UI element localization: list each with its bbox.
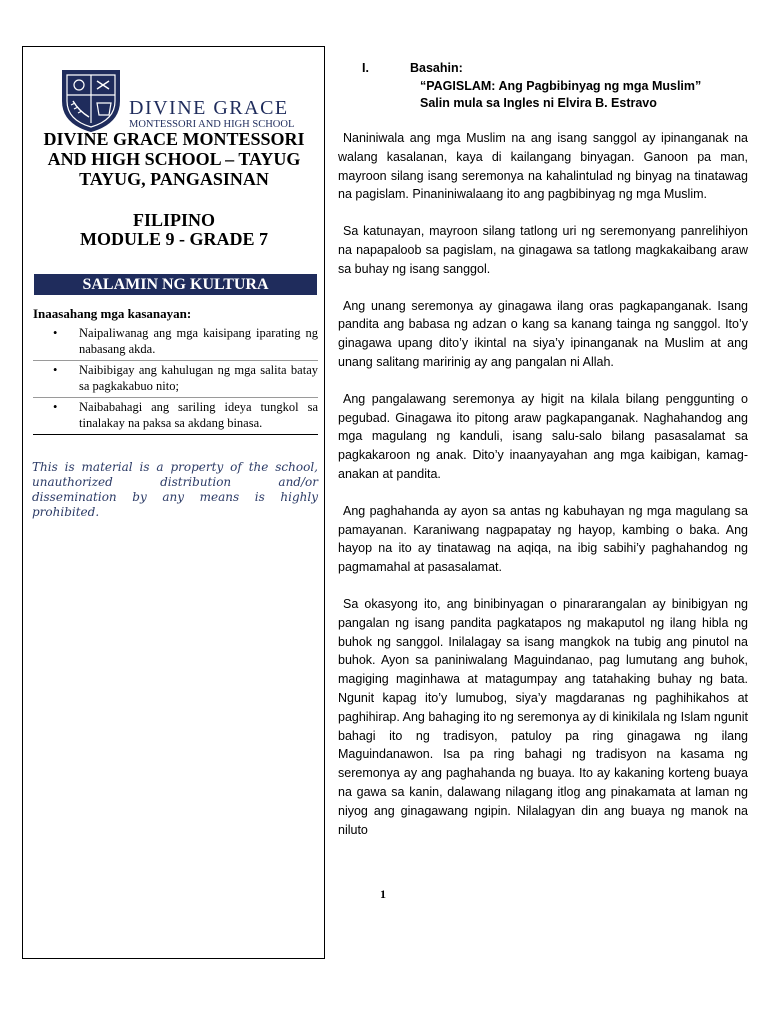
objectives-heading: Inaasahang mga kasanayan:	[33, 306, 192, 321]
objective-text: Naibabahagi ang sariling ideya tungkol sa tinalakay na paksa sa akdang binasa.	[79, 400, 318, 430]
school-name-line: DIVINE GRACE MONTESSORI	[43, 129, 305, 149]
subject-label: FILIPINO	[132, 210, 215, 230]
bullet-icon: •	[53, 400, 58, 414]
section-number: I.	[362, 61, 369, 75]
reading-content	[338, 61, 748, 857]
lesson-banner: SALAMIN NG KULTURA	[34, 274, 317, 295]
paragraph: Naniniwala ang mga Muslim na ang isang sanggol ay ipinanganak na walang kasalanan, kaya di kailangang binyagan. Ganoon pa man, mayroon silang isang seremonya na kahalintulad ng binyag na tinatawag na pagislam. Pinaniniwalaang ito ang pagbibinyag ng mga Muslim.	[338, 131, 748, 202]
page-number: 1	[380, 887, 386, 901]
paragraph: Ang pangalawang seremonya ay higit na kilala bilang penggunting o pegubad. Ginagawa ito pitong araw pagkapanganak. Naghahandog ang mga magulang ng kanduli, isang salu-salo bilang pasasalamat sa pagkakaroon ng anak. Dito’y inaanyayahan ang mga kaibigan, kamag-anakan at pandita.	[338, 391, 748, 481]
module-title	[27, 211, 321, 249]
objective-item	[33, 324, 318, 361]
logo-name: DIVINE GRACE	[129, 97, 289, 119]
section-label: Basahin:	[410, 61, 463, 75]
objective-text: Naipaliwanag ang mga kaisipang iparating ng nabasang akda.	[79, 326, 318, 356]
school-logo	[59, 65, 329, 135]
objective-item	[33, 398, 318, 435]
module-label: MODULE 9 - GRADE 7	[80, 229, 268, 249]
sidebar-panel	[22, 46, 325, 959]
copyright-notice: This is material is a property of the school, unauthorized distribution and/or dissemination by any means is highly prohibited.	[32, 460, 318, 519]
objective-item	[33, 361, 318, 398]
story-title: “PAGISLAM: Ang Pagbibinyag ng mga Muslim”	[420, 79, 702, 93]
bullet-icon: •	[53, 363, 58, 377]
crest-icon	[59, 65, 123, 133]
school-name-line: TAYUG, PANGASINAN	[79, 169, 269, 189]
bullet-icon: •	[53, 326, 58, 340]
objective-text: Naibibigay ang kahulugan ng mga salita batay sa pagkakabuo nito;	[79, 363, 318, 393]
logo-subtitle: MONTESSORI AND HIGH SCHOOL	[129, 119, 295, 130]
objectives-list	[33, 324, 318, 435]
paragraph: Sa okasyong ito, ang binibinyagan o pinararangalan ay binibigyan ng pangalan ng isang pandita pagkatapos ng makaputol ng ilang hibla ng buhok ng sanggol. Inilalagay sa isang mangkok na tubig ang pinutol na buhok. Ayon sa paniniwalang Maguindanao, pag lumutang ang buhok, magiging maginhawa at matagumpay ang tatahaking buhay ng bata. Ngunit kapag ito’y lumubog, siya’y magdaranas ng paghihikahos at paghihirap. Ang bahaging ito ng seremonya ay di kinikilala ng Islam ngunit bahagi ito ng tradisyon, patuloy pa ring ginagawa ng ilang Maguindanawon. Isa pa ring bahagi ng tradisyon na kasama ng seremonya ay ang paghahanda ng buaya. Ito ay kakaning korteng buaya na gawa sa kanin, dalawang nilagang itlog ang pinakamata at laman ng niyog ang ginagawang ngipin. Nilalagyan din ang buaya ng manok na niluto	[338, 596, 748, 837]
story-body	[338, 129, 748, 839]
section-heading	[338, 61, 748, 77]
paragraph: Ang paghahanda ay ayon sa antas ng kabuhayan ng mga magulang sa pamayanan. Karaniwang nagpapatay ng hayop, kambing o baka. Ang hayop na ito ay tinatawag na aqiqa, na ibig sabihi’y paghahandog ng pagmamahal at pasasalamat.	[338, 503, 748, 575]
paragraph: Ang unang seremonya ay ginagawa ilang oras pagkapanganak. Isang pandita ang babasa ng adzan o kang sa kanang tainga ng sanggol. Ito’y ginagawa upang dito’y ikintal na siya’y ipinanganak na Muslim at ang unang salitang maririnig ay ang pangalan ni Allah.	[338, 298, 748, 369]
school-name-line: AND HIGH SCHOOL – TAYUG	[47, 149, 301, 169]
paragraph: Sa katunayan, mayroon silang tatlong uri ng seremonyang panrelihiyon na napapaloob sa pagislam, na ginagawa sa tatlong magkakaibang araw sa buhay ng isang sanggol.	[338, 224, 748, 276]
story-subtitle: Salin mula sa Ingles ni Elvira B. Estravo	[420, 96, 657, 110]
school-name	[27, 129, 321, 189]
